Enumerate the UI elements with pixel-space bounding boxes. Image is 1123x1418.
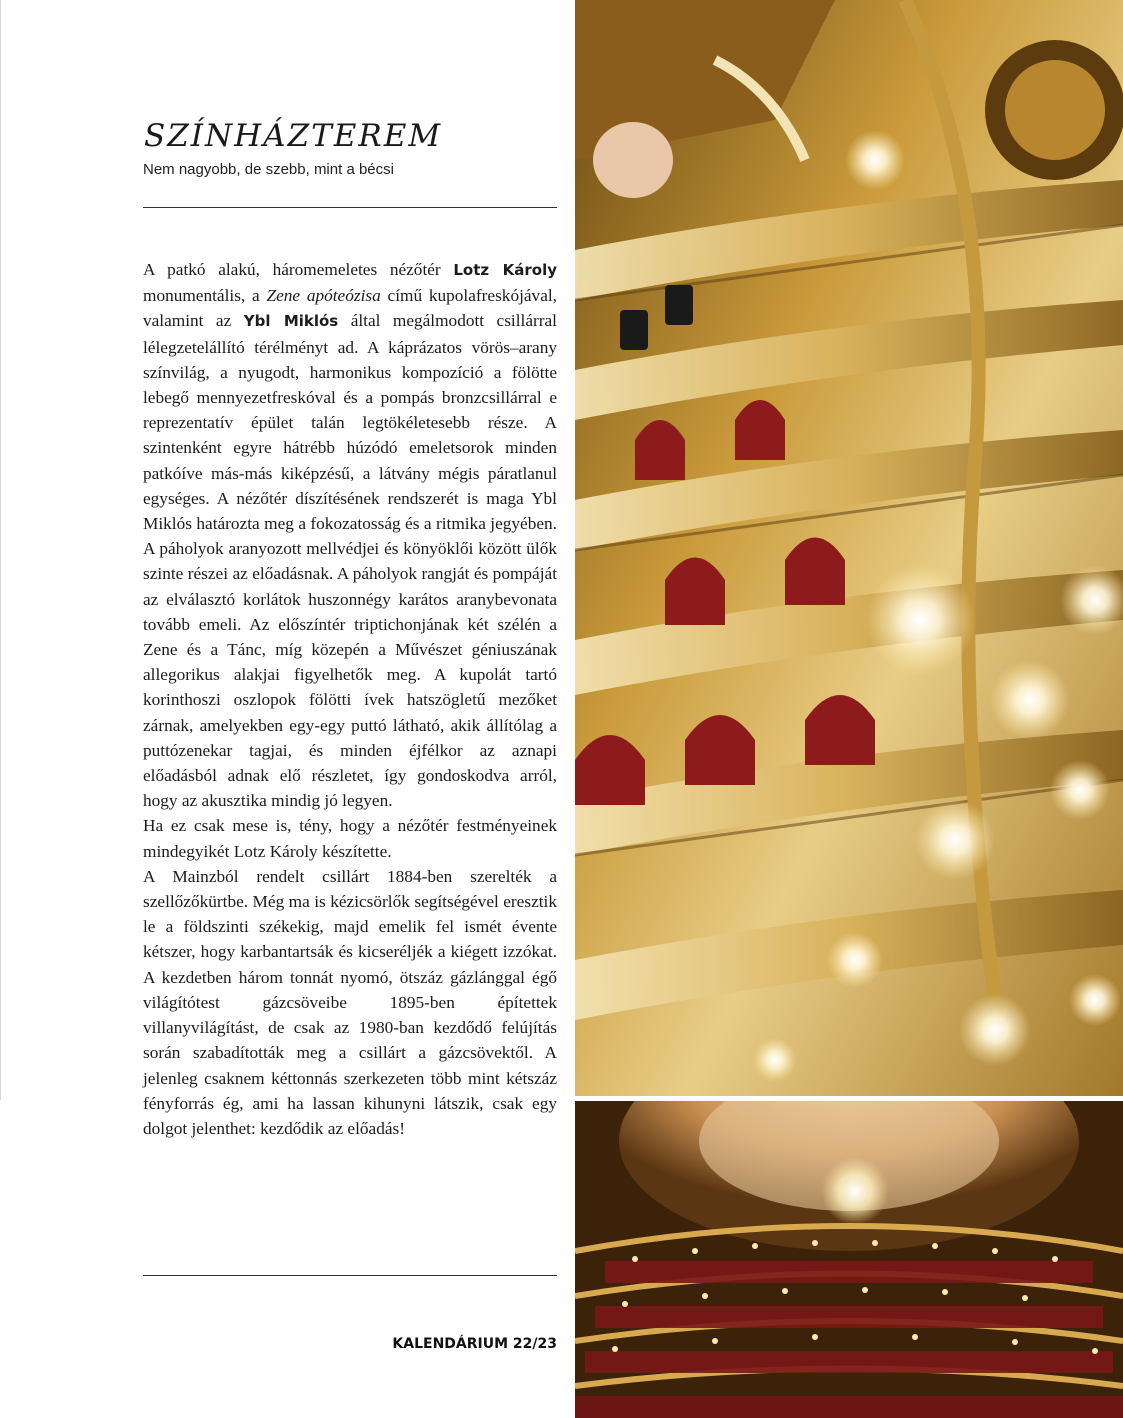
artwork-title: Zene apóteózisa bbox=[266, 286, 381, 306]
article-paragraph-2: Ha ez csak mese is, tény, hogy a nézőtér festményeinek mindegyikét Lotz Károly készítette. bbox=[143, 816, 557, 861]
top-divider bbox=[143, 207, 557, 208]
photo-balconies-chandelier bbox=[575, 0, 1123, 1096]
bottom-divider bbox=[143, 1275, 557, 1276]
page-title: SZÍNHÁZTEREM bbox=[144, 118, 443, 154]
person-name-ybl: Ybl Miklós bbox=[243, 312, 339, 331]
page-subtitle: Nem nagyobb, de szebb, mint a bécsi bbox=[143, 161, 394, 178]
page-edge-line bbox=[0, 0, 1, 1100]
photo-auditorium-overview bbox=[575, 1101, 1123, 1418]
person-name-lotz: Lotz Károly bbox=[453, 261, 558, 279]
article-paragraph-1: A patkó alakú, háromemeletes nézőtér Lotz Károly monumentális, a Zene apóteózisa című kupolafreskójával, valamint az Ybl Miklós által megálmodott csillárral lélegzetelállító térélményt ad. A káprázatos vörös–arany színvilág, a nyugodt, harmonikus kompozíció a fölötte lebegő mennyezetfreskóval és a pompás bronzcsillárral e reprezentatív épület talán legtökéletesebb része. A szintenként egyre hátrébb húzódó emeletsorok minden patkóíve más-más kiképzésű, a látvány mégis páratlanul egységes. A nézőtér díszítésének rendszerét is maga Ybl Miklós határozta meg a fokozatosság és a ritmika jegyében. A páholyok aranyozott mellvédjei és könyöklői között ülők szinte részei az előadásnak. A páholyok rangját és pompáját az elválasztó korlátok huszonnégy karátos aranybevonata tovább emeli. Az előszíntér triptichonjának két szélén a Zene és a Tánc, míg közepén a Művészet géniuszának allegorikus alakjai figyelhetők meg. A kupolát tartó korinthoszi oszlopok fölötti ívek hatszögletű mezőket zárnak, amelyekben egy-egy puttó látható, akik állítólag a puttózenekar tagjai, és minden éjfélkor az aznapi előadásból adnak elő részletet, így gondoskodva arról, hogy az akusztika mindig jó legyen. bbox=[143, 260, 558, 811]
footer-publication-label: KALENDÁRIUM 22/23 bbox=[392, 1336, 557, 1352]
article-body bbox=[143, 257, 557, 1141]
article-paragraph-3: A Mainzból rendelt csillárt 1884-ben szerelték a szellőzőkürtbe. Még ma is kézicsörlők segítségével eresztik le a földszinti székekig, majd emelik fel ismét évente kétszer, hogy karbantartsák és kicseréljék a kiégett izzókat. A kezdetben három tonnát nyomó, ötszáz gázlánggal égő világítótest gázcsöveibe 1895-ben építettek villanyvilágítást, de csak az 1980-ban kezdődő felújítás során szabadították meg a csillárt a gázcsövektől. A jelenleg csaknem kéttonnás szerkezeten több mint kétszáz fényforrás ég, ami ha lassan kihunyni látszik, csak egy dolgot jelenthet: kezdődik az előadás! bbox=[143, 866, 557, 1138]
